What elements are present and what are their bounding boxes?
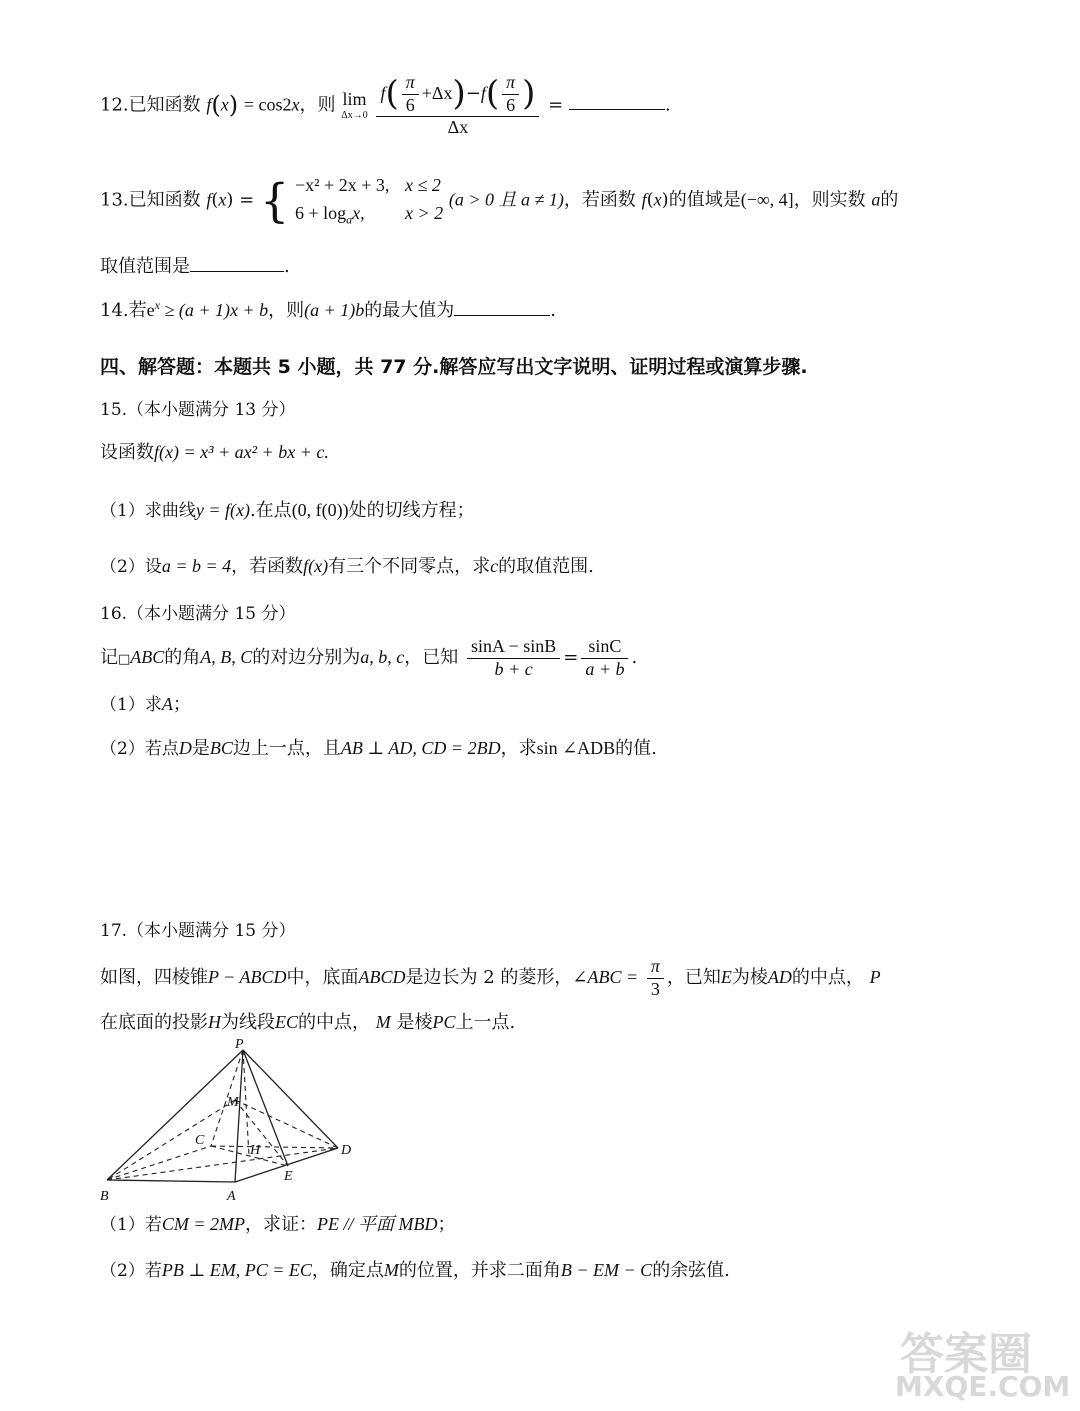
figure-label-D: D: [341, 1143, 352, 1158]
figure-label-B: B: [100, 1189, 109, 1204]
q13-answer-blank: [190, 271, 284, 272]
q16-fraction-right: $\frac{\sin C}{a + b}$: [581, 636, 628, 680]
q12-f: f: [206, 94, 212, 115]
q16-stem: 记□ABC的角A, B, C的对边分别为a, b, c，已知 $\frac{\sin A - \sin B}{b + c}$ = $\frac{\sin C}{a + b}$ .: [100, 636, 638, 679]
q17-stem-line1: 如图，四棱锥P − ABCD中，底面ABCD是边长为 2 的菱形，∠ABC = $\frac{\pi}{3}$ ，已知E为棱AD的中点， P: [100, 956, 881, 999]
q12-x: x: [220, 94, 229, 115]
q17-heading: 17.（本小题满分 15 分）: [100, 921, 296, 941]
q17-stem-line2: 在底面的投影H为线段EC的中点， M 是棱PC上一点.: [100, 1012, 516, 1033]
figure-label-C: C: [195, 1133, 205, 1148]
q13-range: (−∞, 4]: [740, 189, 794, 210]
q15-part1: （1）求曲线y = f(x).在点(0, f(0))处的切线方程；: [100, 500, 475, 521]
watermark-logo: 答案圈: [900, 1329, 1032, 1380]
question-12: 12.已知函数 f(x) = cos2x，则 lim Δx→0 f( $\frac{\pi}{6}$ +Δx)−f( $\frac{\pi}{6}$ ) Δx = .: [100, 72, 671, 138]
q12-limit: lim Δx→0: [341, 88, 368, 121]
q12-fraction: f( $\frac{\pi}{6}$ +Δx)−f( $\frac{\pi}{6}$ ) Δx: [376, 72, 539, 139]
q15-part2: （2）设a = b = 4，若函数f(x)有三个不同零点，求c的取值范围.: [100, 556, 594, 577]
question-14: 14.若$e^x \ge (a + 1)x + b$，则(a + 1)b的最大值为 .: [100, 298, 556, 321]
q17-part2: （2）若PB ⊥ EM, PC = EC，确定点M的位置，并求二面角B − EM − C的余弦值.: [100, 1260, 730, 1281]
figure-label-E: E: [284, 1169, 293, 1184]
q12-def: = cos2: [243, 94, 292, 115]
question-13: 13.已知函数 f(x) = { −x² + 2x + 3, x ≤ 2 $6 + \log_ax$, x > 2 (a > 0 且 a ≠ 1)，若函数 f(x)的值域是(−∞, 4]，则实数 a的: [100, 173, 899, 228]
q14-answer-blank: [454, 315, 550, 316]
q12-answer-blank: [569, 109, 665, 110]
figure-label-H: H: [250, 1143, 261, 1158]
q15-heading: 15.（本小题满分 13 分）: [100, 400, 296, 420]
q16-part2: （2）若点D是BC边上一点，且AB ⊥ AD, CD = 2BD，求sin ∠ADB的值.: [100, 738, 657, 759]
q17-part1: （1）若CM = 2MP，求证：PE // 平面 MBD；: [100, 1214, 456, 1235]
q12-prefix: 12.已知函数: [100, 94, 201, 116]
q13-prefix: 13.已知函数: [100, 189, 201, 211]
figure-label-A: A: [227, 1189, 236, 1204]
figure-label-M: M: [227, 1095, 239, 1110]
watermark-site: MXQE.COM: [895, 1370, 1071, 1403]
pyramid-figure: [95, 1038, 365, 1208]
q12-comma: ，则: [299, 94, 336, 116]
q15-stem: 设函数f(x) = x³ + ax² + bx + c.: [100, 442, 329, 463]
question-13-line2: 取值范围是 .: [100, 256, 290, 277]
q16-heading: 16.（本小题满分 15 分）: [100, 604, 296, 624]
q16-part1: （1）求A；: [100, 694, 191, 715]
q13-condition: (a > 0 且 a ≠ 1): [448, 189, 564, 210]
q16-fraction-left: $\frac{\sin A - \sin B}{b + c}$: [467, 636, 560, 680]
figure-label-P: P: [235, 1038, 244, 1052]
section-heading: 四、解答题：本题共 5 小题，共 77 分.解答应写出文字说明、证明过程或演算步骤.: [100, 356, 808, 378]
q13-piecewise: −x² + 2x + 3, x ≤ 2 $6 + \log_ax$, x > 2: [295, 175, 444, 227]
